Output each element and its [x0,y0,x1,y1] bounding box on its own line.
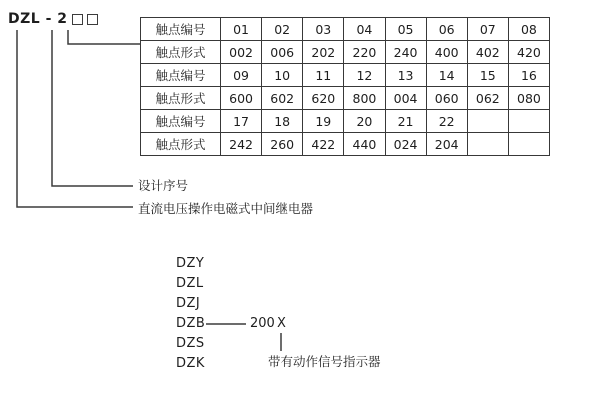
series-item-dzb: DZB [176,316,206,331]
table-cell: 422 [303,133,344,156]
table-cell: 18 [262,110,303,133]
table-cell: 440 [344,133,385,156]
table-cell [467,110,508,133]
series-item-dzs: DZS [176,336,205,351]
table-cell: 004 [385,87,426,110]
table-cell: 202 [303,41,344,64]
digit-placeholder-box-2 [87,14,98,25]
table-cell: 080 [508,87,549,110]
table-cell: 060 [426,87,467,110]
table-cell: 22 [426,110,467,133]
series-item-dzy: DZY [176,256,205,271]
model-text: DZL - 2 [8,11,68,27]
design-serial-label: 设计序号 [138,178,189,193]
table-cell: 09 [221,64,262,87]
row-label: 触点编号 [141,110,221,133]
row-label: 触点形式 [141,41,221,64]
table-cell [467,133,508,156]
leader-line-design-serial [52,30,133,186]
row-label: 触点形式 [141,133,221,156]
table-cell: 16 [508,64,549,87]
table-cell: 08 [508,18,549,41]
table-cell: 602 [262,87,303,110]
table-cell: 07 [467,18,508,41]
table-cell: 19 [303,110,344,133]
table-cell: 024 [385,133,426,156]
table-cell: 20 [344,110,385,133]
model-number-200: 200 [250,316,275,331]
table-cell: 13 [385,64,426,87]
series-code-list [176,254,205,374]
table-cell: 400 [426,41,467,64]
table-cell: 06 [426,18,467,41]
model-designation [8,11,98,27]
series-item-dzl: DZL [176,276,204,291]
row-label: 触点形式 [141,87,221,110]
row-label: 触点编号 [141,18,221,41]
series-item-dzj: DZJ [176,296,201,311]
table-cell: 800 [344,87,385,110]
table-cell: 15 [467,64,508,87]
table-cell: 01 [221,18,262,41]
table-row [141,110,550,133]
table-row [141,41,550,64]
table-row [141,133,550,156]
table-cell: 062 [467,87,508,110]
table-row [141,64,550,87]
table-cell: 220 [344,41,385,64]
digit-placeholder-box-1 [72,14,83,25]
table-cell: 12 [344,64,385,87]
table-cell: 10 [262,64,303,87]
table-cell [508,133,549,156]
contact-code-table [140,17,550,156]
table-cell: 420 [508,41,549,64]
table-cell: 14 [426,64,467,87]
table-row [141,87,550,110]
table-cell: 21 [385,110,426,133]
table-cell: 03 [303,18,344,41]
table-cell: 002 [221,41,262,64]
variant-code-x: X [277,316,286,331]
table-cell: 260 [262,133,303,156]
table-cell: 600 [221,87,262,110]
table-cell: 02 [262,18,303,41]
table-cell: 05 [385,18,426,41]
relay-type-label: 直流电压操作电磁式中间继电器 [138,201,314,216]
table-cell: 006 [262,41,303,64]
table-cell: 17 [221,110,262,133]
leader-line-relay-type [17,30,133,207]
table-cell: 04 [344,18,385,41]
table-cell: 402 [467,41,508,64]
table-row [141,18,550,41]
indicator-note-label: 带有动作信号指示器 [268,354,381,369]
leader-line-contact-code [68,30,140,44]
table-cell: 240 [385,41,426,64]
table-cell: 204 [426,133,467,156]
series-item-dzk: DZK [176,356,205,371]
row-label: 触点编号 [141,64,221,87]
table-cell [508,110,549,133]
table-cell: 242 [221,133,262,156]
table-cell: 11 [303,64,344,87]
table-cell: 620 [303,87,344,110]
